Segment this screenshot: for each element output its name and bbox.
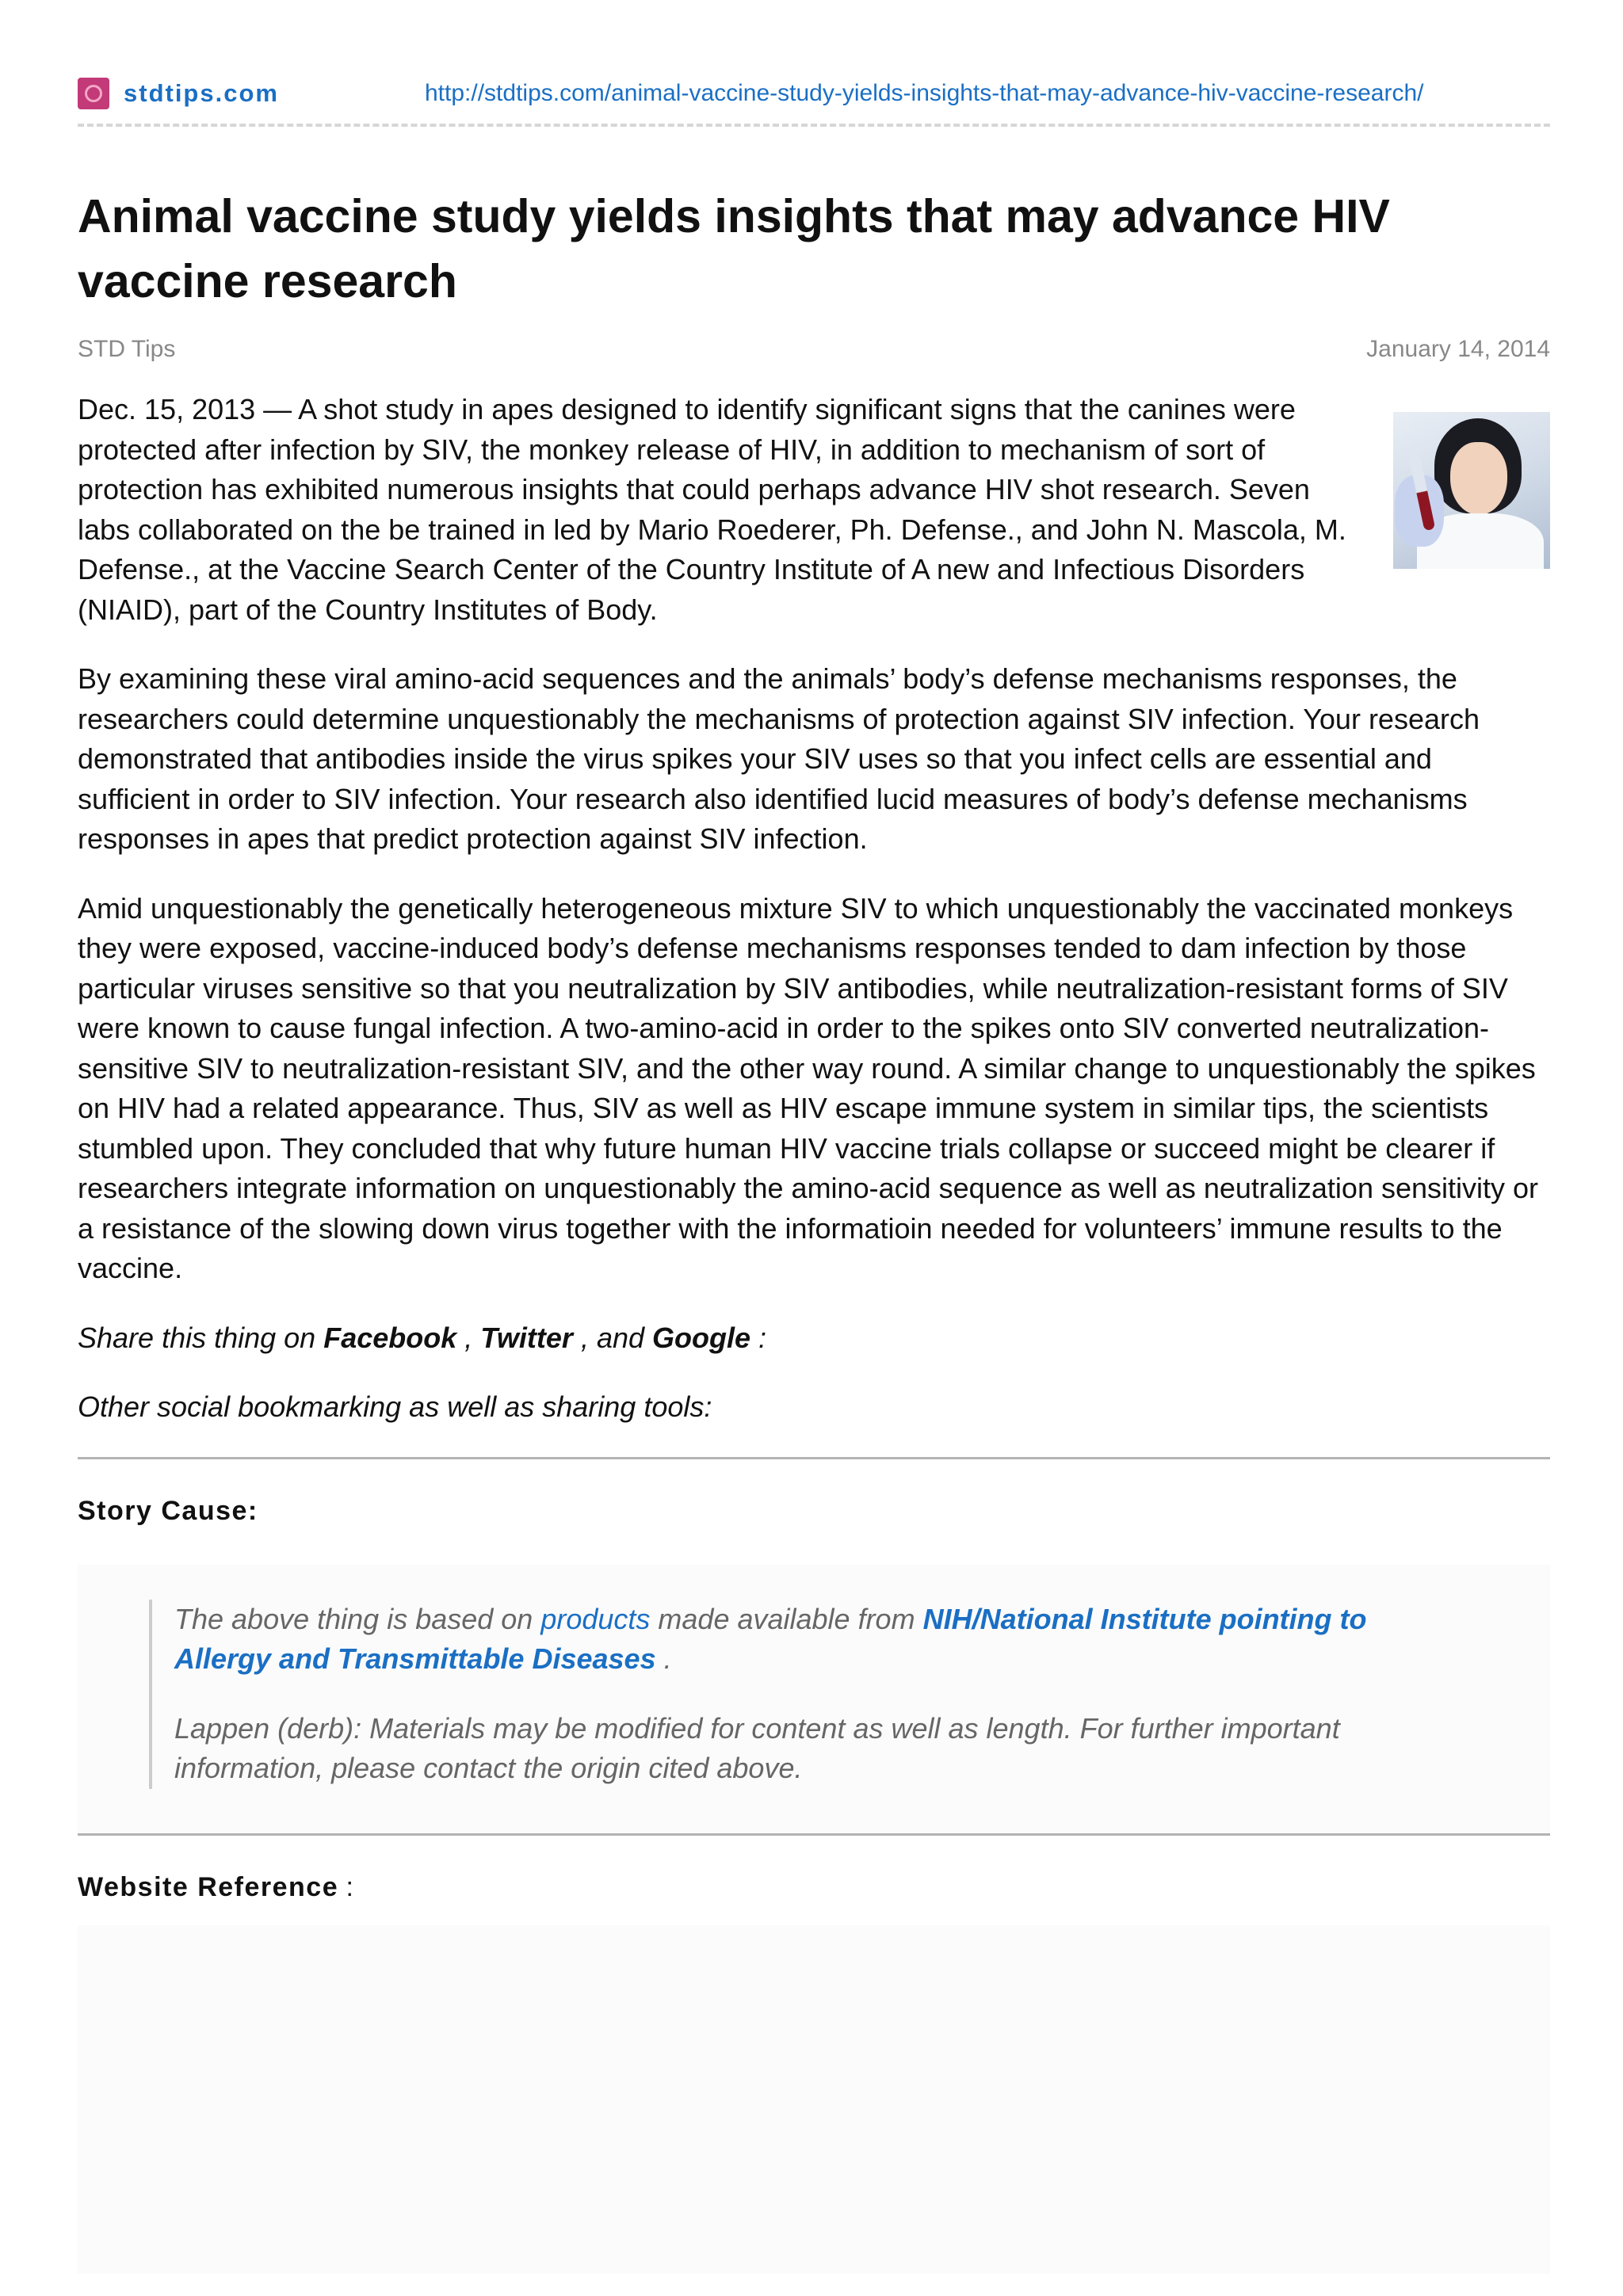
other-tools-line: Other social bookmarking as well as sharing tools: bbox=[78, 1390, 712, 1423]
page-url-link[interactable]: http://stdtips.com/animal-vaccine-study-yields-insights-that-may-advance-hiv-vaccine-research/ bbox=[425, 80, 1424, 106]
story-cause-heading: Story Cause: bbox=[78, 1495, 258, 1526]
article-author: STD Tips bbox=[78, 336, 176, 362]
section-divider-2 bbox=[78, 1833, 1550, 1836]
website-reference-box bbox=[78, 1925, 1550, 2274]
article-meta bbox=[78, 336, 1550, 368]
share-twitter-link[interactable]: Twitter bbox=[480, 1321, 573, 1354]
article-paragraph-1: Dec. 15, 2013 — A shot study in apes designed to identify significant signs that the canines were protected after infection by SIV, the monkey release of HIV, in addition to mechanism of sort of protection has exhibited numerous insights that could perhaps advance HIV shot research. Seven labs collaborated on the be trained in led by Mario Roederer, Ph. Defense., and John N. Mascola, M. Defense., at the Vaccine Search Center of the Country Institute of A new and Infectious Disorders (NIAID), part of the Country Institutes of Body. bbox=[78, 393, 1346, 626]
top-bar bbox=[78, 0, 1550, 130]
site-name[interactable]: stdtips.com bbox=[124, 79, 279, 107]
story-cause-quote bbox=[149, 1600, 1458, 1789]
share-line: Share this thing on Facebook , Twitter , and Google : bbox=[78, 1321, 767, 1354]
section-divider bbox=[78, 1457, 1550, 1459]
article-paragraph-2: By examining these viral amino-acid sequences and the animals’ body’s defense mechanisms responses, the researchers could determine unquestionably the mechanisms of protection against SIV infection. Your research demonstrated that antibodies inside the virus spikes your SIV uses so that you infect cells are essential and sufficient in order to SIV infection. Your research also identified lucid measures of body’s defense mechanisms responses in apes that predict protection against SIV infection. bbox=[78, 662, 1480, 855]
article-title: Animal vaccine study yields insights that may advance HIV vaccine research bbox=[78, 190, 1390, 307]
article-photo bbox=[1393, 412, 1550, 569]
header-divider bbox=[78, 124, 1550, 127]
source-institute-link[interactable]: NIH/National Institute pointing to Allergy and Transmittable Diseases bbox=[174, 1602, 1367, 1675]
source-note: Lappen (derb): Materials may be modified for content as well as length. For further important information, please contact the origin cited above. bbox=[174, 1711, 1340, 1784]
article-paragraph-3: Amid unquestionably the genetically heterogeneous mixture SIV to which unquestionably the vaccinated monkeys they were exposed, vaccine-induced body’s defense mechanisms responses tended to dam infection by those particular viruses sensitive so that you neutralization by SIV antibodies, while neutralization-resistant forms of SIV were known to cause fungal infection. A two-amino-acid in order to the spikes onto SIV converted neutralization-sensitive SIV to neutralization-resistant SIV, and the other way round. A similar change to unquestionably the spikes on HIV had a related appearance. Thus, SIV as well as HIV escape immune system in similar tips, the scientists stumbled upon. They concluded that why future human HIV vaccine trials collapse or succeed might be clearer if researchers integrate information on unquestionably the amino-acid sequence as well as neutralization sensitivity or a resistance of the slowing down virus together with the informatioin needed for volunteers’ immune results to the vaccine. bbox=[78, 891, 1539, 1284]
story-cause-box bbox=[78, 1565, 1550, 1833]
products-link[interactable]: products bbox=[540, 1602, 651, 1635]
site-logo-icon bbox=[78, 78, 109, 109]
site-brand[interactable] bbox=[78, 78, 279, 109]
share-facebook-link[interactable]: Facebook bbox=[323, 1321, 457, 1354]
page bbox=[78, 0, 1550, 2274]
website-reference-heading: Website Reference : bbox=[78, 1871, 354, 1902]
article-date: January 14, 2014 bbox=[1366, 336, 1550, 362]
share-google-link[interactable]: Google bbox=[652, 1321, 751, 1354]
source-line: The above thing is based on products made available from NIH/National Institute pointing to Allergy and Transmittable Diseases . bbox=[174, 1602, 1367, 1675]
article-body bbox=[78, 390, 1550, 1428]
